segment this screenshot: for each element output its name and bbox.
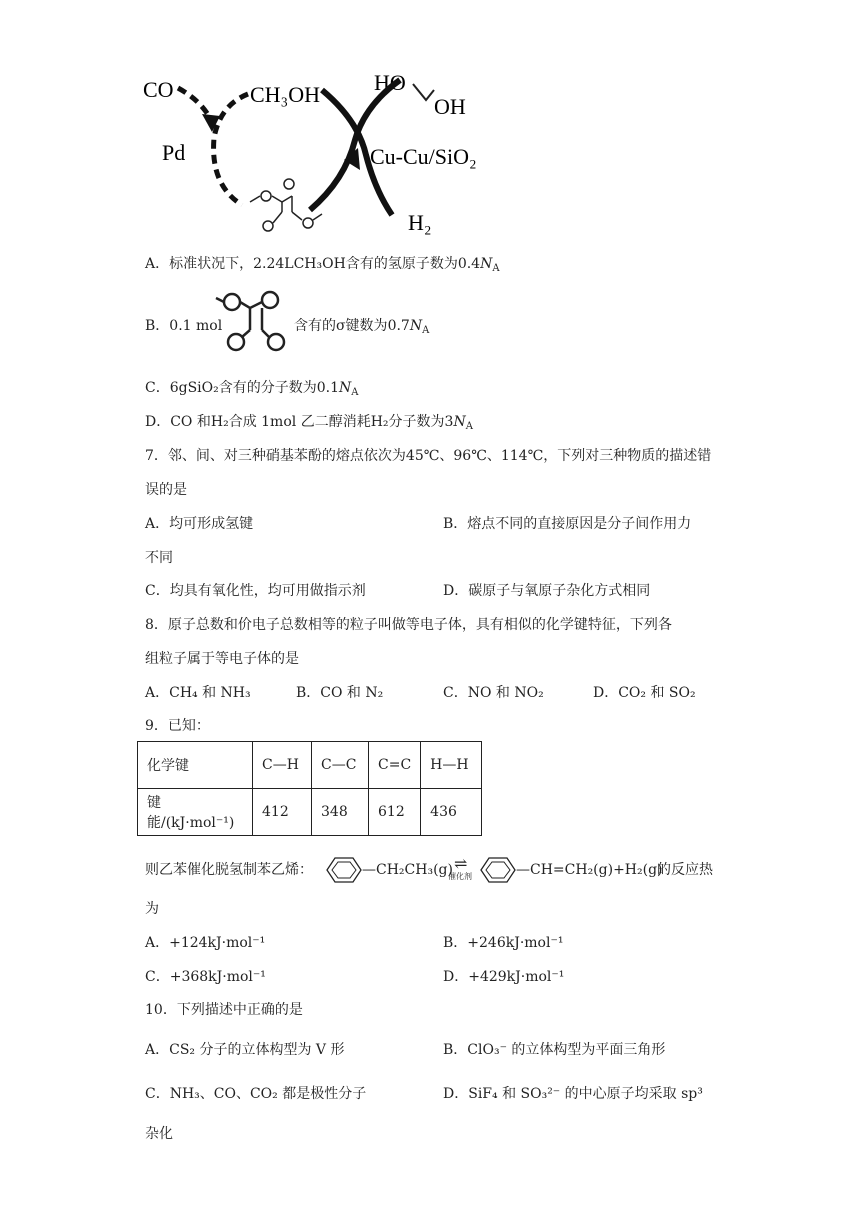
q6-option-b: [145, 316, 222, 336]
table-cell: 化学键: [138, 742, 253, 789]
table-cell: H—H: [421, 742, 482, 789]
q6-a-text: 含有的氢原子数为: [345, 256, 458, 272]
q8-stem-line2: 组粒子属于等电子体的是: [145, 651, 299, 667]
q7-option-a: A．均可形成氢键: [145, 516, 254, 532]
q9-product: —CH=CH₂(g)+H₂(g): [516, 862, 663, 878]
q6-b-oxalate-structure: [214, 290, 294, 356]
q6-a-prefix: A．标准状况下，2.24L: [145, 256, 294, 272]
q6-a-formula: CH₃OH: [293, 256, 346, 272]
pd-label: Pd: [162, 140, 186, 165]
table-cell: 612: [369, 789, 421, 836]
q6-b-value: 0.7: [387, 318, 410, 334]
q7-option-b-cont: 不同: [145, 550, 173, 566]
benzene-ring-icon: [480, 856, 516, 884]
na-subscript: A: [422, 325, 430, 336]
table-cell: C—C: [312, 742, 369, 789]
q9-reaction-prefix: 则乙苯催化脱氢制苯乙烯：: [145, 862, 313, 878]
q6-c-text: 含有的分子数为: [218, 380, 317, 396]
equilibrium-arrow-icon: ⇌: [454, 854, 468, 873]
bond-energy-table: [137, 741, 482, 836]
q7-option-d: D．碳原子与氧原子杂化方式相同: [443, 583, 651, 599]
q8-stem-line1: 8．原子总数和价电子总数相等的粒子叫做等电子体，具有相似的化学键特征，下列各: [145, 617, 672, 633]
table-cell: C=C: [369, 742, 421, 789]
q9-option-a: A．+124kJ·mol⁻¹: [145, 935, 266, 951]
q6-d-h2: H₂: [210, 414, 229, 430]
table-cell: 436: [421, 789, 482, 836]
q8-option-a: A．CH₄ 和 NH₃: [145, 685, 251, 701]
na-subscript: A: [492, 263, 500, 274]
table-cell: C—H: [253, 742, 312, 789]
na-symbol: N: [480, 256, 493, 272]
q9-reactant: —CH₂CH₃(g): [362, 862, 453, 878]
pd-cycle-dashed-arrow: [178, 88, 210, 118]
q7-stem-line2: 误的是: [145, 482, 187, 498]
q9-stem: 9．已知：: [145, 718, 210, 734]
methanol-label: CH₃OH: [250, 82, 321, 107]
pd-cycle-dashed-loop: [214, 94, 248, 205]
q6-d-value: 3: [444, 414, 454, 430]
q7-option-c: C．均具有氧化性，均可用做指示剂: [145, 583, 366, 599]
q6-b-prefix: B．0.1 mol: [145, 318, 223, 334]
q7-stem-line1: 7．邻、间、对三种硝基苯酚的熔点依次为45℃、96℃、114℃，下列对三种物质的描述错: [145, 448, 712, 464]
q10-option-a: A．CS₂ 分子的立体构型为 V 形: [145, 1042, 345, 1058]
q9-option-b: B．+246kJ·mol⁻¹: [443, 935, 564, 951]
na-symbol: N: [339, 380, 352, 396]
table-cell: 348: [312, 789, 369, 836]
q6-d-text2: 分子数为: [388, 414, 445, 430]
q8-option-d: D．CO₂ 和 SO₂: [593, 685, 696, 701]
oh-label: OH: [434, 94, 466, 119]
q6-d-text: 合成 1mol 乙二醇消耗: [228, 414, 371, 430]
q6-b-text: 含有的σ键数为: [294, 318, 388, 334]
q6-a-value: 0.4: [457, 256, 481, 272]
q6-c-prefix: C．6g: [145, 380, 188, 396]
q9-option-d: D．+429kJ·mol⁻¹: [443, 969, 565, 985]
na-symbol: N: [453, 414, 466, 430]
table-cell: 412: [253, 789, 312, 836]
q6-option-b-rest: [294, 316, 429, 341]
q6-d-prefix: D．CO 和: [145, 414, 211, 430]
na-symbol: N: [409, 318, 423, 334]
q6-option-d: [145, 412, 473, 437]
q8-option-c: C．NO 和 NO₂: [443, 685, 544, 701]
q10-option-b: B．ClO₃⁻ 的立体构型为平面三角形: [443, 1042, 666, 1058]
q6-c-value: 0.1: [316, 380, 340, 396]
table-cell: 键能/(kJ·mol⁻¹): [138, 789, 253, 836]
benzene-ring-icon: [326, 856, 362, 884]
q9-option-c: C．+368kJ·mol⁻¹: [145, 969, 266, 985]
q6-d-h2-second: H₂: [370, 414, 389, 430]
table-row: [138, 742, 482, 789]
q9-stem-end: 为: [145, 901, 159, 917]
na-subscript: A: [351, 387, 359, 398]
q9-reaction-suffix: 的反应热: [657, 862, 713, 878]
q9-catalyst-label: 催化剂: [448, 872, 472, 881]
catalyst-label: Cu-Cu/SiO₂: [370, 144, 477, 169]
q10-option-d: D．SiF₄ 和 SO₃²⁻ 的中心原子均采取 sp³: [443, 1086, 703, 1102]
h2-label: H₂: [408, 210, 432, 235]
co-label: CO: [143, 77, 174, 102]
q6-c-formula: SiO₂: [187, 380, 219, 396]
q10-option-c: C．NH₃、CO、CO₂ 都是极性分子: [145, 1086, 367, 1102]
q7-option-b: B．熔点不同的直接原因是分子间作用力: [443, 516, 692, 532]
na-subscript: A: [465, 421, 473, 432]
q10-stem: 10．下列描述中正确的是: [145, 1002, 303, 1018]
q6-option-c: [145, 378, 359, 403]
table-row: [138, 789, 482, 836]
ho-label: HO: [374, 70, 406, 95]
glycol-bonds: [413, 84, 434, 100]
q10-option-d-cont: 杂化: [145, 1126, 173, 1142]
q8-option-b: B．CO 和 N₂: [296, 685, 384, 701]
q6-option-a: [145, 254, 500, 279]
